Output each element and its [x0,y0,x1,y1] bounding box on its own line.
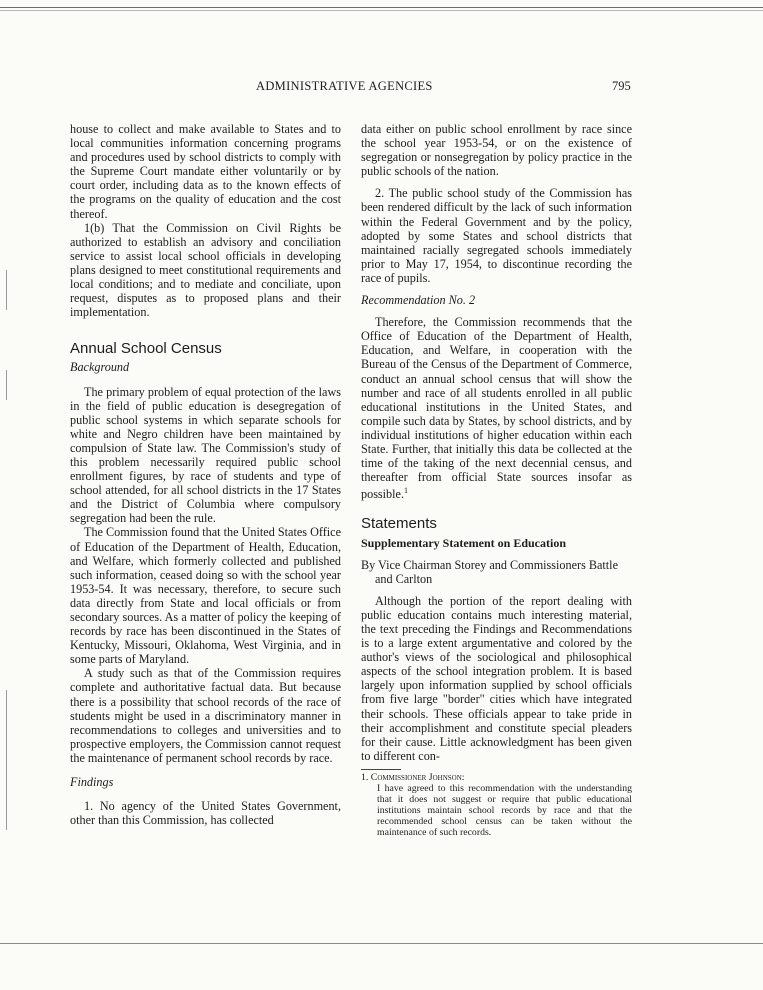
paragraph: Although the portion of the report dealing with public education contains much interesting material, the text preceding the Findings and Recommendations is to a large extent argumentative and colored by the author's views of the sociological and philosophical aspects of the school integration problem. It is based largely upon information supplied by school officials from five large "border" cities which have integrated their schools. These officials appear to take pride in their accomplishment and constitute special pleaders for their cause. Little acknowledgment has been given to different con- [361,593,632,763]
top-rule [0,7,763,8]
footnote-reference: 1 [404,486,408,496]
margin-mark [6,270,7,310]
right-column [361,122,632,838]
page-number: 795 [612,79,631,93]
section-heading: Annual School Census [70,340,222,358]
footnote-text: I have agreed to this recommendation with the understanding that it does not suggest or require that public educational institutions maintain school records by race and that the recommended school census can be taken without the maintenance of such records. [377,782,632,838]
margin-mark [6,370,7,400]
paragraph: 1. No agency of the United States Government, other than this Commission, has collected [70,799,341,828]
paragraph-text: Therefore, the Commission recommends that the Office of Education of the Department of Health, Education, and Welfare, in cooperation with the Bureau of the Census of the Department of Commerce, conduct an annual school census that will show the number and race of all students enrolled in all public educational institutions in the United States, and compile such data by States, by school districts, and by individual institutions of higher education within each State. Further, that initially this data be collected at the time of the taking of the next decennial census, and thereafter from official State sources insofar as possible. [361,315,632,502]
paragraph: data either on public school enrollment by race since the school year 1953-54, or on the existence of segregation or nonsegregation by policy practice in the public schools of the nation. [361,122,632,179]
top-rule-secondary [0,10,763,11]
left-column [70,122,341,827]
paragraph: The primary problem of equal protection of the laws in the field of public education is desegregation of public school systems in which separate schools for white and Negro children have been maintained by compulsion of State law. The Commission's study of this problem necessarily required public school enrollment figures, by race of students and type of school attended, for all school districts in the 17 States and the District of Columbia where compulsory segregation had been the rule. [70,384,341,526]
subheading-supplementary: Supplementary Statement on Education [361,535,567,550]
bottom-rule [0,943,763,944]
subheading-findings: Findings [70,775,114,790]
paragraph: 2. The public school study of the Commission has been rendered difficult by the lack of such information within the Federal Government and by the policy, adopted by some States and school districts that maintained racially segregated schools immediately prior to May 17, 1954, to discontinue recording the race of pupils. [361,186,632,285]
paragraph [361,315,632,501]
paragraph: The Commission found that the United States Office of Education of the Department of Health, Education, and Welfare, which formerly collected and published such information, ceased doing so with the school year 1953-54. It was necessary, therefore, to secure such data directly from State and local officials or from secondary sources. As a matter of policy the keeping of records by race has been discontinued in the States of Kentucky, Missouri, Oklahoma, West Virginia, and in some parts of Maryland. [70,525,341,667]
margin-mark [6,690,7,830]
paragraph: A study such as that of the Commission requires complete and authoritative factual data. But because there is a possibility that school records of the race of students might be used in a discriminatory manner in recommendations to colleges and universities and to prospective employers, the Commission cannot request the maintenance of permanent school records by race. [70,666,341,765]
footnote-label: 1. Commissioner Johnson: [361,771,465,783]
footnote-rule [361,769,401,770]
paragraph: house to collect and make available to States and to local communities information concerning programs and procedures used by school districts to comply with the Supreme Court mandate either voluntarily or by court order, including data as to the known effects of the programs on the quality of education and the cost thereof. [70,122,341,221]
section-heading: Statements [361,515,437,533]
running-header: ADMINISTRATIVE AGENCIES [256,79,433,93]
byline: By Vice Chairman Storey and Commissioners Battle and Carlton [361,557,618,586]
subheading-background: Background [70,360,130,375]
subheading-recommendation: Recommendation No. 2 [361,293,476,308]
paragraph: 1(b) That the Commission on Civil Rights be authorized to establish an advisory and conciliation service to assist local school officials in developing plans designed to meet constitutional requirements and local conditions; and to mediate and conciliate, upon request, disputes as to proposed plans and their implementation. [70,220,341,320]
